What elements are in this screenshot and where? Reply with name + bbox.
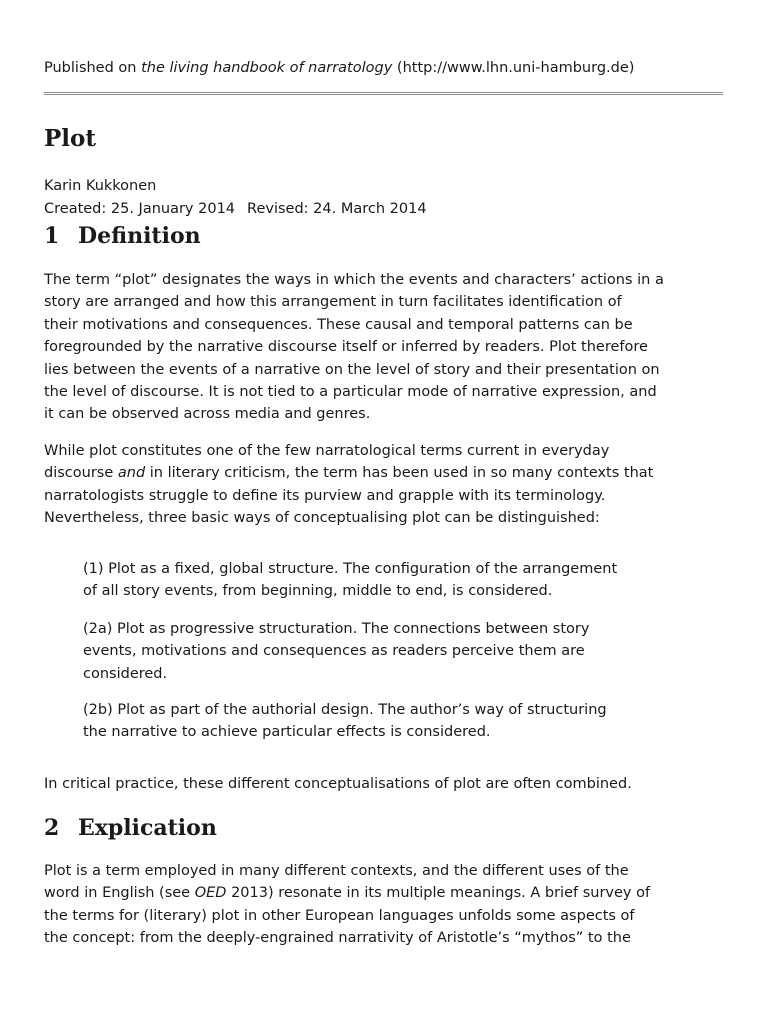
text-run: in literary criticism, the term has been used in so many contexts that — [145, 465, 654, 482]
text-line: (2b) Plot as part of the authorial design. The author’s way of structuring — [83, 702, 607, 718]
revised-date: Revised: 24. March 2014 — [247, 201, 427, 217]
emphasis-text: and — [117, 465, 146, 482]
text-line: the narrative to achieve particular effects is considered. — [83, 724, 491, 741]
text-line: considered. — [83, 665, 168, 682]
definition-paragraph-1 — [44, 269, 734, 426]
emphasis-text: OED — [194, 885, 227, 902]
section-number: 2 — [44, 815, 60, 841]
section-title: Explication — [78, 815, 217, 841]
section-heading-definition — [44, 222, 201, 250]
text-line: In critical practice, these different conceptualisations of plot are often combined. — [44, 776, 632, 792]
article-dates — [44, 200, 427, 218]
text-line: (1) Plot as a fixed, global structure. The configuration of the arrangement — [83, 561, 618, 577]
text-line: the concept: from the deeply-engrained narrativity of Aristotle’s “mythos” to the — [44, 930, 631, 947]
text-line: it can be observed across media and genres. — [44, 406, 371, 423]
definition-closing-paragraph — [44, 773, 734, 795]
text-line: the level of discourse. It is not tied to a particular mode of narrative expression, and — [44, 384, 657, 401]
text-line — [44, 882, 734, 904]
list-item — [83, 699, 723, 744]
text-line: foregrounded by the narrative discourse itself or inferred by readers. Plot therefore — [44, 339, 648, 356]
article-author: Karin Kukkonen — [44, 178, 157, 194]
text-line: Nevertheless, three basic ways of conceptualising plot can be distinguished: — [44, 510, 600, 527]
text-line: the terms for (literary) plot in other European languages unfolds some aspects of — [44, 907, 635, 924]
header-prefix: Published on — [44, 60, 137, 76]
text-line: While plot constitutes one of the few narratological terms current in everyday — [44, 443, 610, 459]
created-date: Created: 25. January 2014 — [44, 201, 236, 217]
handbook-url: (http://www.lhn.uni-hamburg.de) — [396, 60, 635, 76]
handbook-title: the living handbook of narratology — [141, 60, 393, 76]
section-heading-explication — [44, 814, 217, 842]
text-line: lies between the events of a narrative on the level of story and their presentation on — [44, 361, 660, 378]
section-title: Definition — [78, 223, 201, 249]
text-run: word in English (see — [44, 885, 195, 902]
text-line: Plot is a term employed in many different contexts, and the different uses of the — [44, 863, 629, 879]
text-line: The term “plot” designates the ways in which the events and characters’ actions in a — [44, 272, 664, 288]
text-line: (2a) Plot as progressive structuration. The connections between story — [83, 621, 590, 637]
text-line: their motivations and consequences. These causal and temporal patterns can be — [44, 316, 633, 333]
list-item — [83, 558, 723, 603]
text-run: 2013) resonate in its multiple meanings. A brief survey of — [226, 885, 651, 902]
list-item — [83, 618, 723, 685]
definition-paragraph-2 — [44, 440, 734, 530]
text-line: narratologists struggle to define its purview and grapple with its terminology. — [44, 487, 606, 504]
publication-header — [44, 59, 634, 77]
explication-paragraph-1 — [44, 860, 734, 950]
text-line — [44, 462, 734, 484]
text-run: discourse — [44, 465, 118, 482]
header-divider — [44, 92, 723, 95]
text-line: events, motivations and consequences as readers perceive them are — [83, 643, 585, 660]
section-number: 1 — [44, 223, 60, 249]
article-title: Plot — [44, 125, 96, 152]
text-line: story are arranged and how this arrangement in turn facilitates identification of — [44, 294, 622, 311]
text-line: of all story events, from beginning, middle to end, is considered. — [83, 583, 553, 600]
